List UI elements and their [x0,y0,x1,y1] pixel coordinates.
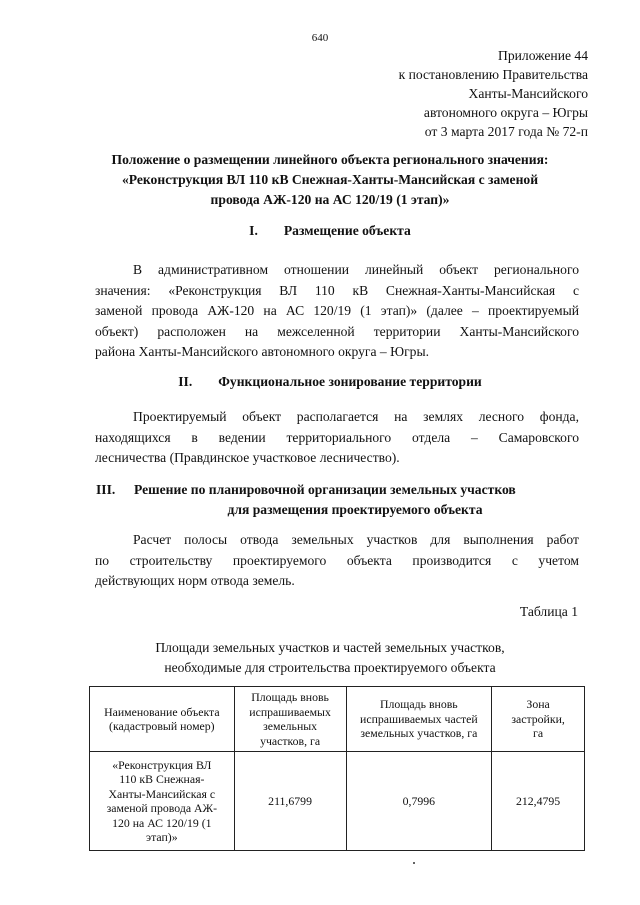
document-title [60,150,600,210]
header-building-zone: Зона застройки, га [492,687,585,752]
paragraph-line: действующих норм отвода земель. [95,573,295,588]
section-number: II. [178,374,193,389]
section-title: Функциональное зонирование территории [218,374,482,389]
header-object-name: Наименование объекта (кадастровый номер) [90,687,235,752]
appendix-line: автономного округа – Югры [423,105,588,120]
title-line: провода АЖ-120 на АС 120/19 (1 этап)» [210,192,450,207]
caption-line: Площади земельных участков и частей земельных участков, [155,640,505,655]
paragraph-line: значения: «Реконструкция ВЛ 110 кВ Снежная-Ханты-Мансийская с [95,282,579,298]
scan-speck [413,862,415,864]
section-3-paragraph [95,530,579,592]
paragraph-line: Проектируемый объект располагается на землях лесного фонда, [133,409,579,424]
appendix-line: к постановлению Правительства [398,67,588,82]
section-heading-3 [96,480,576,520]
appendix-line: Приложение 44 [498,48,588,63]
appendix-line: от 3 марта 2017 года № 72-п [424,124,588,139]
section-title: Размещение объекта [283,223,411,238]
section-heading-2 [60,372,600,392]
cell-area-new-plots: 211,6799 [234,752,346,851]
cell-building-zone: 212,4795 [492,752,585,851]
section-title-continuation: для размещения проектируемого объекта [227,502,483,517]
table-label: Таблица 1 [519,604,578,619]
section-heading-1 [60,221,600,241]
paragraph-line: объект) расположен на межселенной территории Ханты-Мансийского [95,323,579,339]
page-number: 640 [311,32,329,44]
table-caption [60,638,600,677]
section-title: Решение по планировочной организации земельных участков [134,482,516,497]
paragraph-line: В административном отношении линейный объект регионального [133,262,579,277]
section-number: I. [249,223,258,238]
section-1-paragraph [95,260,579,363]
title-line: Положение о размещении линейного объекта регионального значения: [111,152,549,167]
paragraph-line: заменой провода АЖ-120 на АС 120/19 (1 этап)» (далее – проектируемый [95,303,579,318]
cell-object-name: «Реконструкция ВЛ 110 кВ Снежная- Ханты-Мансийская с заменой провода АЖ- 120 на АС 120/19 (1 этап)» [90,752,235,851]
table-header-row [90,687,585,752]
section-2-paragraph [95,407,579,469]
land-area-table [89,686,585,851]
section-number: III. [96,482,116,497]
cell-area-plot-parts: 0,7996 [346,752,492,851]
paragraph-line: лесничества (Правдинское участковое лесничество). [95,450,400,465]
title-line: «Реконструкция ВЛ 110 кВ Снежная-Ханты-Мансийская с заменой [121,172,539,187]
caption-line: необходимые для строительства проектируемого объекта [164,659,496,675]
paragraph-line: по строительству проектируемого объекта производится с учетом [95,552,579,568]
paragraph-line: Расчет полосы отвода земельных участков для выполнения работ [133,532,579,547]
paragraph-line: района Ханты-Мансийского автономного округа – Югры. [95,344,429,359]
header-area-new-plots: Площадь вновь испрашиваемых земельных участков, га [234,687,346,752]
header-area-plot-parts: Площадь вновь испрашиваемых частей земельных участков, га [346,687,492,752]
paragraph-line: находящихся в ведении территориального отдела – Самаровского [95,429,579,445]
appendix-reference [399,46,588,141]
table-row [90,752,585,851]
appendix-line: Ханты-Мансийского [468,86,588,101]
